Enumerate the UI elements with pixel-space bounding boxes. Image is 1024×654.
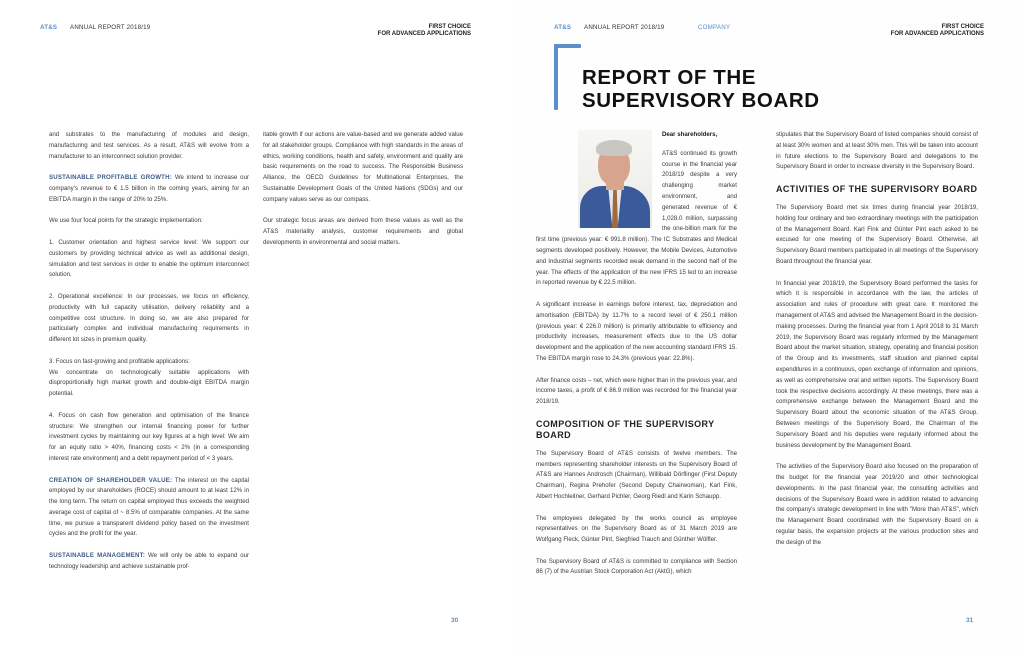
paragraph: A significant increase in earnings before interest, tax, depreciation and amortisation (EBITDA) by 11.7% to a record level of € 250.1 million (previous year: € 226.0 million) is primarily attributable to efficiency and productivity increases, measurement effects due to the US dollar development and the application of the new accounting standard IFRS 15. The EBITDA margin rose to 24.3% (previous year: 22.8%). bbox=[536, 300, 737, 362]
paragraph: The activities of the Supervisory Board also focused on the preparation of the budget for the financial year 2019/20 and other technological developments. In the past financial year, the consulting activities and decisions of the Supervisory Board were in addition related to advancing the company's strategic development in line with "More than AT&S", which the Management Board coordinated with the Supervisory Board on a regular basis, the expansion projects at the various production sites and the design of the bbox=[776, 463, 978, 546]
title-bracket-horizontal bbox=[554, 44, 581, 48]
left-column-1 bbox=[49, 130, 249, 583]
tagline-line-2: FOR ADVANCED APPLICATIONS bbox=[890, 31, 984, 38]
paragraph: The employees delegated by the works council as employee representatives on the Supervisory Board as of 31 March 2019 are Wolfgang Fleck, Günter Pint, Siegfried Trauch and Günther Wölfler. bbox=[536, 514, 737, 544]
section-heading-activities: ACTIVITIES OF THE SUPERVISORY BOARD bbox=[776, 183, 978, 194]
page-title-line-1: REPORT OF THE bbox=[582, 66, 757, 89]
brand-logo: AT&S bbox=[554, 24, 572, 31]
paragraph-text: We will only be able to expand our technology leadership and achieve sustainable prof- bbox=[49, 552, 249, 570]
paragraph: stipulates that the Supervisory Board of listed companies should consist of at least 30% women and at least 30% men. This will be taken into account in future elections to the Supervisory Board and delegations to the Supervisory Board in order to increase diversity in the Supervisory Board. bbox=[776, 131, 978, 171]
lead-heading: SUSTAINABLE PROFITABLE GROWTH: bbox=[49, 174, 172, 182]
paragraph: The Supervisory Board of AT&S is committed to compliance with Section 86 (7) of the Austrian Stock Corporation Act (AktG), which bbox=[536, 557, 737, 576]
left-column-2 bbox=[263, 130, 463, 260]
paragraph: In financial year 2018/19, the Supervisory Board performed the tasks for which it is responsible in accordance with the law, the articles of association and rules of procedure with great care. It monitored the management of AT&S and advised the Management Board in the decision-making processes. During the financial year from 1 April 2018 to 31 March 2019, the Supervisory Board was regularly informed by the Management Board about the market situation, strategy, operating and financial position of the Group and its investments, staff situation and planned capital expenditures in a continuous, open exchange of information and opinions, as well as comprehensive oral and written reports. The Supervisory Board took the respective decisions accordingly. At these meetings, there was a comprehensive exchange between the Management Board and the Supervisory Board about the economic situation of the AT&S Group. Between meetings of the Supervisory Board, the Chairman of the Supervisory Board and his deputies were regularly informed about the business development by the Management Board. bbox=[776, 279, 978, 449]
page-title bbox=[582, 66, 820, 112]
page-number: 30 bbox=[451, 617, 459, 624]
paragraph: After finance costs – net, which were higher than in the previous year, and income taxes, a profit of € 86.9 million was recorded for the financial year 2018/19. bbox=[536, 376, 737, 406]
tagline-line-1: FIRST CHOICE bbox=[428, 24, 471, 30]
paragraph: Our strategic focus areas are derived from these values as well as the AT&S materiality analysis, customer requirements and global developments in environmental and social matters. bbox=[263, 217, 463, 246]
lead-heading: CREATION OF SHAREHOLDER VALUE: bbox=[49, 476, 173, 484]
tagline bbox=[378, 24, 471, 38]
brand-logo: AT&S bbox=[40, 24, 58, 31]
report-title: ANNUAL REPORT 2018/19 bbox=[70, 24, 151, 31]
paragraph-sustainable-management bbox=[49, 551, 249, 573]
paragraph: and substrates to the manufacturing of modules and design, manufacturing and test services. As a result, AT&S will evolve from a manufacturer to an interconnect solution provider. bbox=[49, 131, 249, 160]
lead-heading: SUSTAINABLE MANAGEMENT: bbox=[49, 552, 146, 560]
greeting: Dear shareholders, bbox=[662, 131, 718, 138]
title-bracket-vertical bbox=[554, 44, 558, 110]
paragraph-shareholder-value bbox=[49, 476, 249, 541]
paragraph: itable growth if our actions are value-based and we generate added value for all stakeholder groups. Compliance with high standards in the areas of ethics, working conditions, health and safety, environment and quality are basic requirements on the road to success. The Responsible Business Alliance, the OECD Guidelines for Multinational Enterprises, the Sustainable Development Goals of the United Nations (SDGs) and our company values serve as our compass. bbox=[263, 131, 463, 203]
paragraph: 1. Customer orientation and highest service level: We support our customers by providing technical advice as well as additional design, simulation and test services in order to enable the optimum interconnect solution. bbox=[49, 238, 249, 279]
page-title-line-2: SUPERVISORY BOARD bbox=[582, 89, 820, 112]
paragraph: We use four focal points for the strategic implementation: bbox=[49, 217, 203, 225]
right-column-2 bbox=[776, 130, 978, 559]
tagline-line-1: FIRST CHOICE bbox=[941, 24, 984, 30]
chairman-portrait-photo bbox=[578, 130, 652, 228]
paragraph-growth bbox=[49, 173, 249, 205]
paragraph-text: We intend to increase our company's revenue to € 1.5 billion in the coming years, aiming for an EBITDA margin in the range of 20% to 25%. bbox=[49, 174, 249, 203]
tagline bbox=[891, 24, 984, 38]
report-title: ANNUAL REPORT 2018/19 bbox=[584, 24, 665, 31]
paragraph-line: 3. Focus on fast-growing and profitable applications: bbox=[49, 357, 190, 365]
paragraph-text: The interest on the capital employed by our shareholders (ROCE) should amount to at least 12% in the long term. The return on capital employed thus exceeds the weighted average cost of capital of ~ 8.5% of comparable companies. At the same time, we pursue a transparent dividend policy based on the investment cycles and the profit for the year. bbox=[49, 476, 249, 538]
paragraph-text: We concentrate on technologically suitable applications with disproportionally high market growth and double-digit EBITDA margin potential. bbox=[49, 368, 249, 398]
paragraph: 2. Operational excellence: In our processes, we focus on efficiency, productivity with full capacity utilisation, delivery reliability and a competitive cost structure. In doing so, we are also prepared for particularly complex and individual manufacturing requirements in different lot sizes in premium quality. bbox=[49, 292, 249, 344]
paragraph: The Supervisory Board met six times during financial year 2018/19, holding four ordinary and two extraordinary meetings with the participation of the Management Board. Karl Fink and Günter Pint each asked to be excused for one meeting of the Supervisory Board. Otherwise, all Supervisory Board members participated in all meetings of the Supervisory Board throughout the financial year. bbox=[776, 203, 978, 265]
section-label: COMPANY bbox=[698, 24, 731, 31]
paragraph: AT&S continued its growth course in the financial year 2018/19 despite a very challenging market environment, and generated revenue of € 1,028.0 million, surpassing the one-billion mark for the first time (previous year: € 991.8 million). The IC Substrates and Medical segments developed positively. However, the Mobile Devices, Automotive and Industrial segments recorded weak demand in the second half of the year. The effects of the application of the new IFRS 15 led to an increase in reported revenue by € 22.5 million. bbox=[536, 149, 737, 287]
tagline-line-2: FOR ADVANCED APPLICATIONS bbox=[377, 31, 471, 38]
right-column-1 bbox=[536, 130, 737, 589]
paragraph: The Supervisory Board of AT&S consists of twelve members. The members representing shareholder interests on the Supervisory Board of AT&S are Hannes Androsch (Chairman), Willibald Dörflinger (First Deputy Chairman), Regina Prehofer (Second Deputy Chairwoman), Karl Fink, Albert Hochleitner, Gerhard Pichler, Georg Riedl and Karin Schaupp. bbox=[536, 449, 737, 500]
page-number: 31 bbox=[966, 617, 974, 624]
paragraph-focus bbox=[49, 357, 249, 400]
section-heading-composition: COMPOSITION OF THE SUPERVISORY BOARD bbox=[536, 418, 715, 440]
paragraph: 4. Focus on cash flow generation and optimisation of the finance structure: We strengthen our internal financing power for further investment cycles by maintaining our key figures at a high level: We aim for an equity ratio > 40%, financing costs < 2% (in a corresponding interest rate environment) and a debt repayment period of < 3 years. bbox=[49, 411, 249, 462]
